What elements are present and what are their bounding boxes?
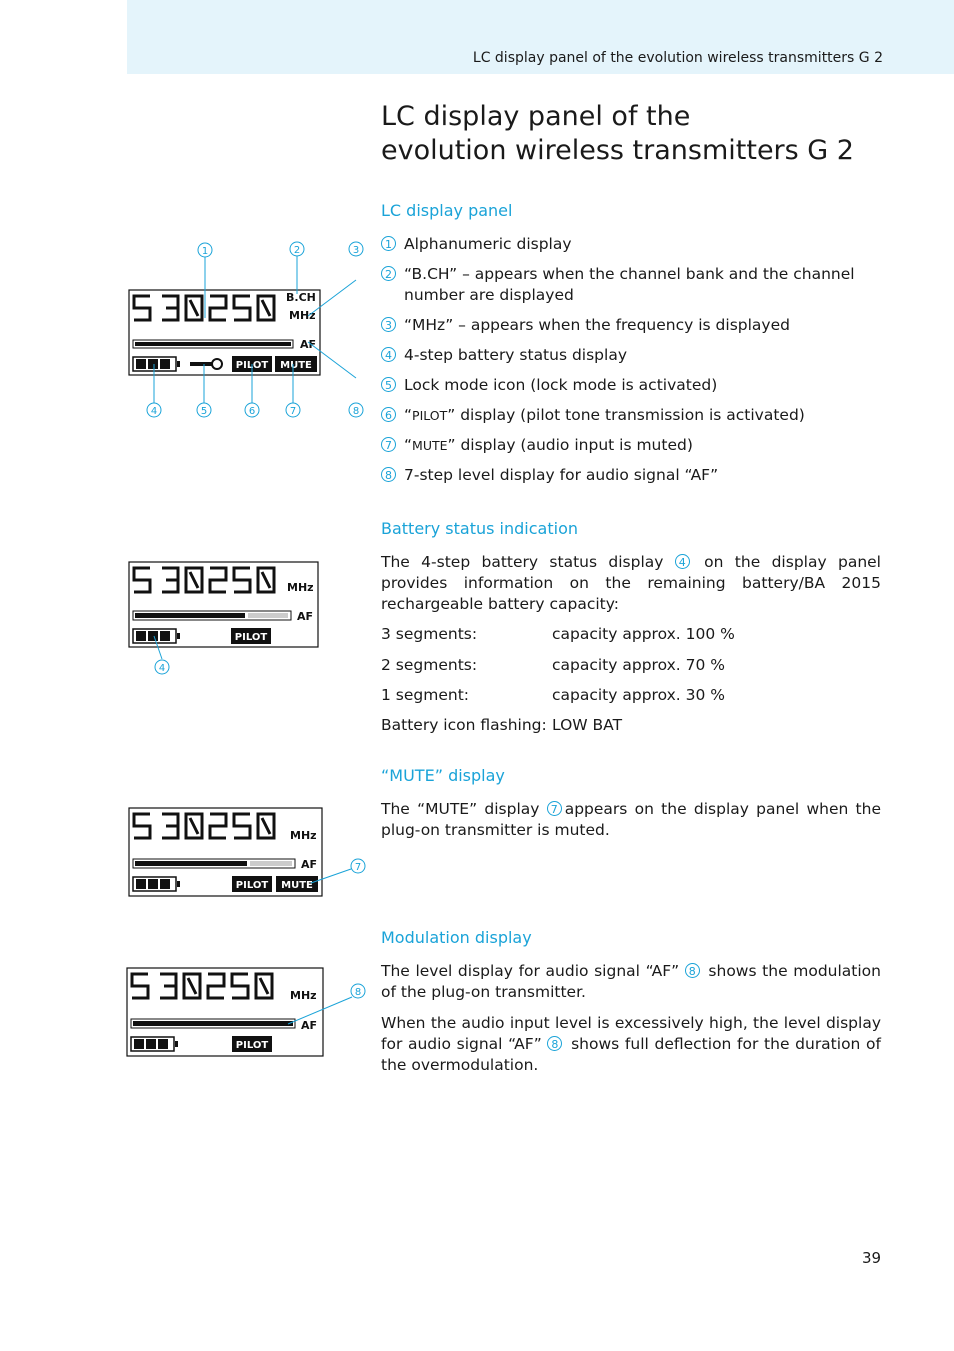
svg-text:PILOT: PILOT [235,880,269,891]
list-item: 5 Lock mode icon (lock mode is activated) [381,375,901,396]
svg-text:6: 6 [248,406,256,417]
svg-text:AF: AF [297,610,314,623]
list-item: 4 4-step battery status display [381,345,901,366]
battery-row: 1 segment: capacity approx. 30 % [381,686,725,704]
svg-text:AF: AF [301,858,318,871]
lcd-panel-heading: LC display panel [381,201,513,220]
svg-text:4: 4 [150,406,158,417]
running-header: LC display panel of the evolution wireless transmitters G 2 [472,50,883,66]
mhz-label: MHz [289,309,316,322]
page-number: 39 [862,1249,882,1267]
lcd-diagram-full [128,238,368,423]
modulation-text-1: The level display for audio signal “AF” 8 shows the modulation of the plug-on transmitter. [381,962,881,1001]
svg-text:AF: AF [301,1019,318,1032]
svg-text:4: 4 [158,663,166,674]
battery-row: Battery icon flashing: LOW BAT [381,716,623,734]
bch-label: B.CH [286,291,316,304]
af-label: AF [300,338,317,351]
lcd-diagram-modulation [126,966,371,1061]
svg-text:2: 2 [293,245,301,256]
svg-text:5: 5 [200,406,208,417]
svg-text:1: 1 [201,246,209,257]
svg-text:8: 8 [352,406,360,417]
list-item: 3 “MHz” – appears when the frequency is displayed [381,315,901,336]
callout-circles-bottom [147,403,363,417]
list-item: 1 Alphanumeric display [381,234,901,255]
battery-row: 2 segments: capacity approx. 70 % [381,656,725,674]
svg-text:PILOT: PILOT [234,632,268,643]
page-title [381,100,854,168]
lcd-item-list [381,234,901,486]
mute-heading: “MUTE” display [381,766,505,785]
svg-text:8: 8 [354,987,362,998]
svg-text:MHz: MHz [290,829,317,842]
battery-row: 3 segments: capacity approx. 100 % [381,625,735,643]
lcd-diagram-battery [128,560,323,678]
title-line-2: evolution wireless transmitters G 2 [381,135,854,166]
list-item: 6 “PILOT” display (pilot tone transmission is activated) [381,405,901,426]
svg-text:PILOT: PILOT [235,1040,269,1051]
svg-text:MHz: MHz [290,989,317,1002]
svg-text:7: 7 [289,406,297,417]
svg-text:MHz: MHz [287,581,314,594]
callout-circles-top [198,242,363,257]
svg-text:MUTE: MUTE [281,880,313,891]
list-item: 8 7-step level display for audio signal “AF” [381,465,901,486]
modulation-heading: Modulation display [381,928,532,947]
list-item: 7 “MUTE” display (audio input is muted) [381,435,901,456]
mute-text: The “MUTE” display 7 appears on the display panel when the plug-on transmitter is muted. [381,800,881,839]
title-line-1: LC display panel of the [381,101,691,132]
mute-label: MUTE [280,360,312,371]
lcd-diagram-mute [128,806,373,901]
battery-intro: The 4-step battery status display 4 on the display panel provides information on the remaining battery/BA 2015 rechargeable battery capacity: [381,553,881,613]
list-item: 2 “B.CH” – appears when the channel bank and the channel number are displayed [381,264,901,306]
svg-text:7: 7 [354,862,362,873]
battery-heading: Battery status indication [381,519,578,538]
modulation-text-2: When the audio input level is excessively high, the level display for audio signal “AF” 8 shows full deflection for the duration of the overmodulation. [381,1014,881,1074]
pilot-label: PILOT [235,360,269,371]
svg-text:3: 3 [352,245,360,256]
